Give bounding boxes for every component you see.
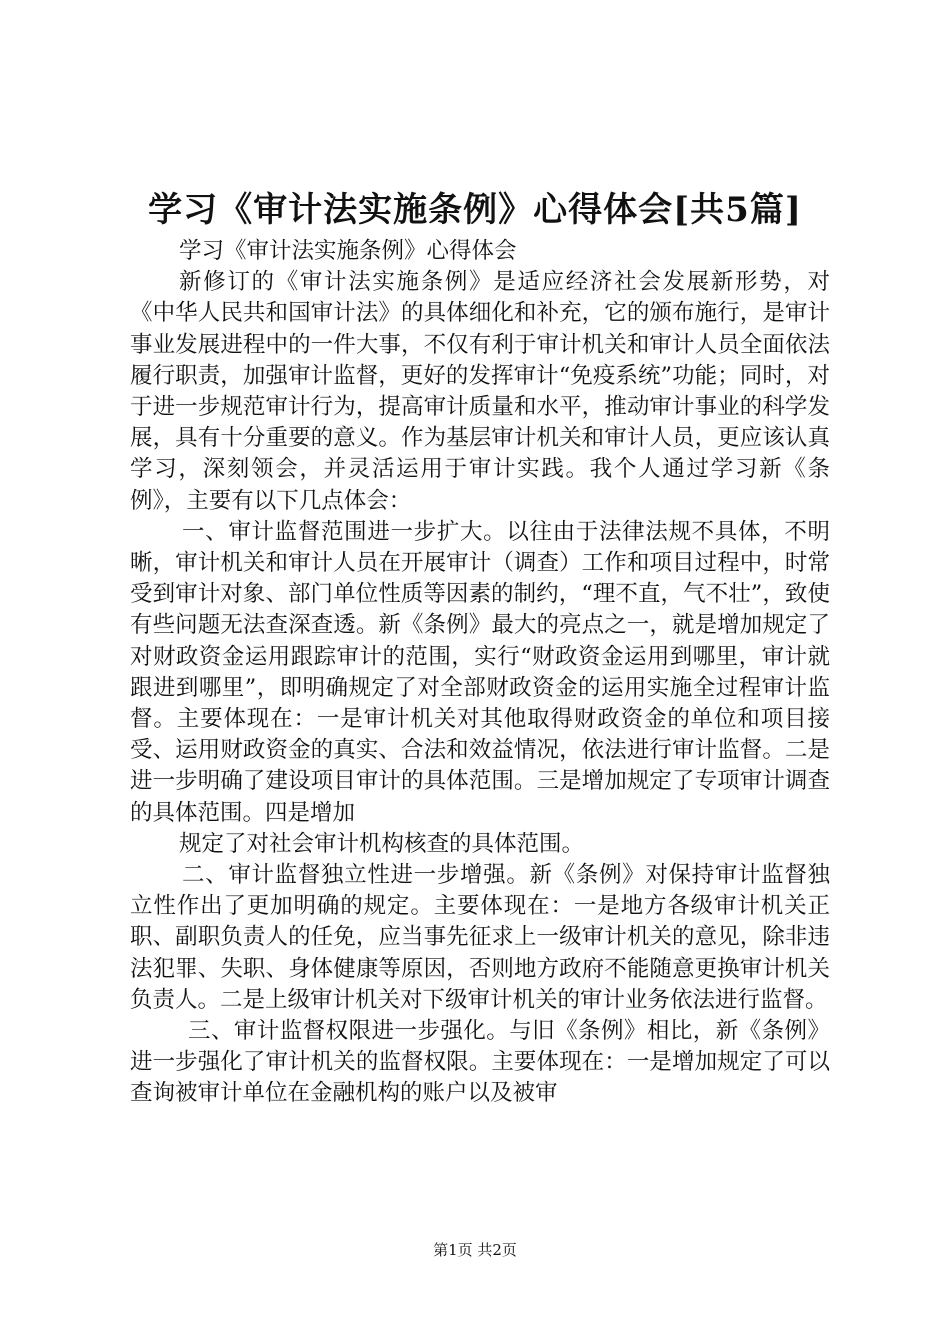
paragraph-point-three: 三、审计监督权限进一步强化。与旧《条例》相比，新《条例》进一步强化了审计机关的监督权限。主要体现在：一是增加规定了可以查询被审计单位在金融机构的账户以及被审 xyxy=(130,1018,830,1107)
paragraph-point-two: 二、审计监督独立性进一步增强。新《条例》对保持审计监督独立性作出了更加明确的规定。主要体现在：一是地方各级审计机关正职、副职负责人的任免，应当事先征求上一级审计机关的意见，除非违法犯罪、失职、身体健康等原因，否则地方政府不能随意更换审计机关负责人。二是上级审计机关对下级审计机关的审计业务依法进行监督。 xyxy=(130,862,830,1013)
document-title: 学习《审计法实施条例》心得体会[共5篇] xyxy=(148,190,802,230)
document-body xyxy=(130,236,830,1110)
document-subtitle: 学习《审计法实施条例》心得体会 xyxy=(179,238,517,264)
page-footer: 第1页 共2页 xyxy=(433,1241,517,1259)
paragraph-point-one-continued: 规定了对社会审计机构核查的具体范围。 xyxy=(179,830,585,857)
paragraph-intro: 新修订的《审计法实施条例》是适应经济社会发展新形势，对《中华人民共和国审计法》的具体细化和补充，它的颁布施行，是审计事业发展进程中的一件大事，不仅有利于审计机关和审计人员全面依法履行职责，加强审计监督，更好的发挥审计“免疫系统”功能；同时，对于进一步规范审计行为，提高审计质量和水平，推动审计事业的科学发展，具有十分重要的意义。作为基层审计机关和审计人员，更应该认真学习，深刻领会，并灵活运用于审计实践。我个人通过学习新《条例》，主要有以下几点体会： xyxy=(130,269,830,514)
paragraph-point-one: 一、审计监督范围进一步扩大。以往由于法律法规不具体，不明晰，审计机关和审计人员在开展审计（调查）工作和项目过程中，时常受到审计对象、部门单位性质等因素的制约，“理不直，气不壮”，致使有些问题无法查深查透。新《条例》最大的亮点之一，就是增加规定了对财政资金运用跟踪审计的范围，实行“财政资金运用到哪里，审计就跟进到哪里”，即明确规定了对全部财政资金的运用实施全过程审计监督。主要体现在：一是审计机关对其他取得财政资金的单位和项目接受、运用财政资金的真实、合法和效益情况，依法进行审计监督。二是进一步明确了建设项目审计的具体范围。三是增加规定了专项审计调查的具体范围。四是增加 xyxy=(130,518,830,826)
